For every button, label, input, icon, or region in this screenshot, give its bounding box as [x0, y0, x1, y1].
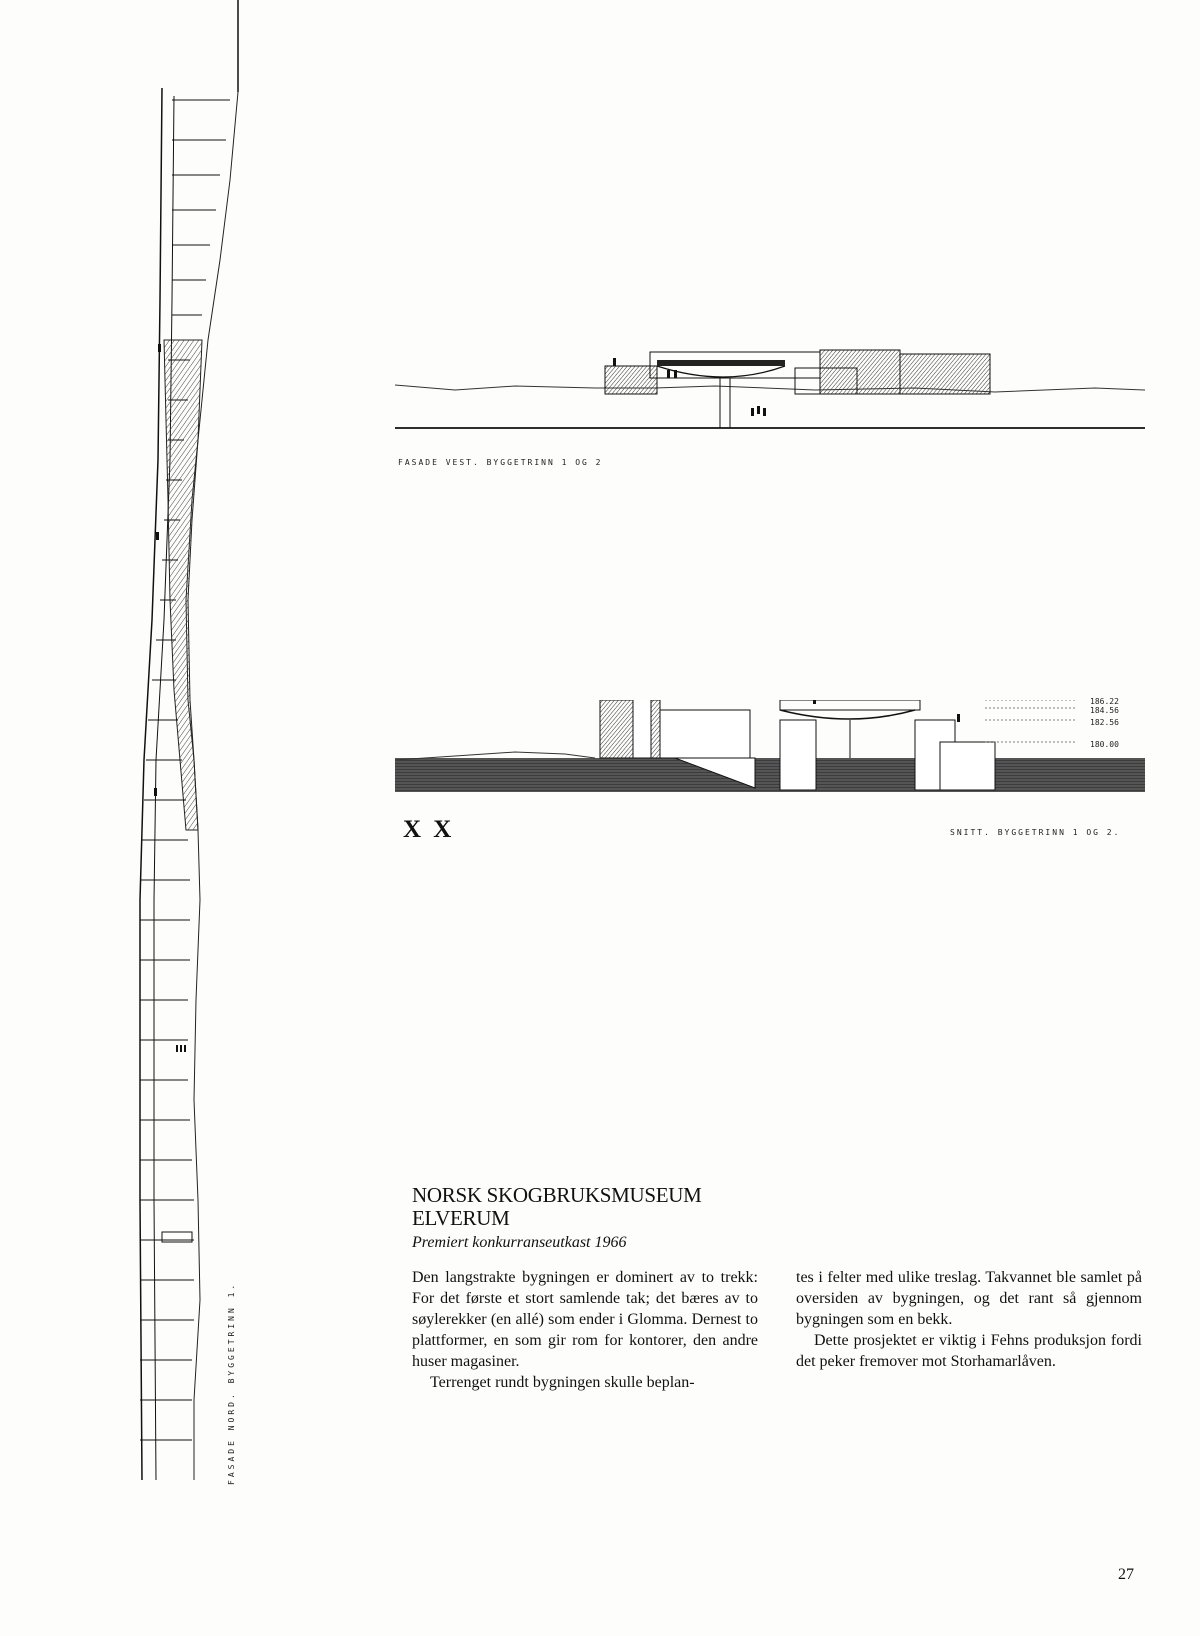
paragraph: Den langstrakte bygningen er dominert av to trekk: For det første et stort samlende tak; det bæres av to søylerekker (en allé) som ender i Glomma. Dernest to plattformer, en som gir rom for kontorer, den andre huser magasiner.: [412, 1269, 758, 1370]
level-label: 180.00: [1090, 740, 1119, 749]
west-facade-caption: FASADE VEST. BYGGETRINN 1 OG 2: [398, 458, 603, 467]
section-drawing: [395, 700, 1155, 815]
section-marker: X X: [403, 816, 455, 843]
level-label: 186.22: [1090, 697, 1119, 706]
title-line-2: ELVERUM: [412, 1206, 510, 1230]
article-header: [412, 1184, 702, 1252]
north-facade-caption: FASADE NORD. BYGGETRINN 1.: [227, 1281, 236, 1485]
west-facade-drawing: [395, 330, 1145, 440]
text-column-1: [412, 1267, 758, 1393]
paragraph: Dette prosjektet er viktig i Fehns produksjon fordi det peker fremover mot Storhamarlåven.: [796, 1332, 1142, 1370]
article-subtitle: Premiert konkurranseutkast 1966: [412, 1234, 627, 1251]
north-facade-drawing: [90, 0, 250, 1480]
paragraph: Terrenget rundt bygningen skulle beplan-: [430, 1374, 695, 1391]
text-column-2: [796, 1267, 1142, 1372]
title-line-1: NORSK SKOGBRUKSMUSEUM: [412, 1183, 702, 1207]
level-label: 184.56: [1090, 706, 1119, 715]
article-title: [412, 1184, 702, 1230]
paragraph: tes i felter med ulike treslag. Takvannet ble samlet på oversiden av bygningen, og det rant så gjennom bygningen som en bekk.: [796, 1269, 1142, 1328]
section-caption: SNITT. BYGGETRINN 1 OG 2.: [950, 828, 1121, 837]
page-number: 27: [1118, 1566, 1134, 1583]
level-label: 182.56: [1090, 718, 1119, 727]
